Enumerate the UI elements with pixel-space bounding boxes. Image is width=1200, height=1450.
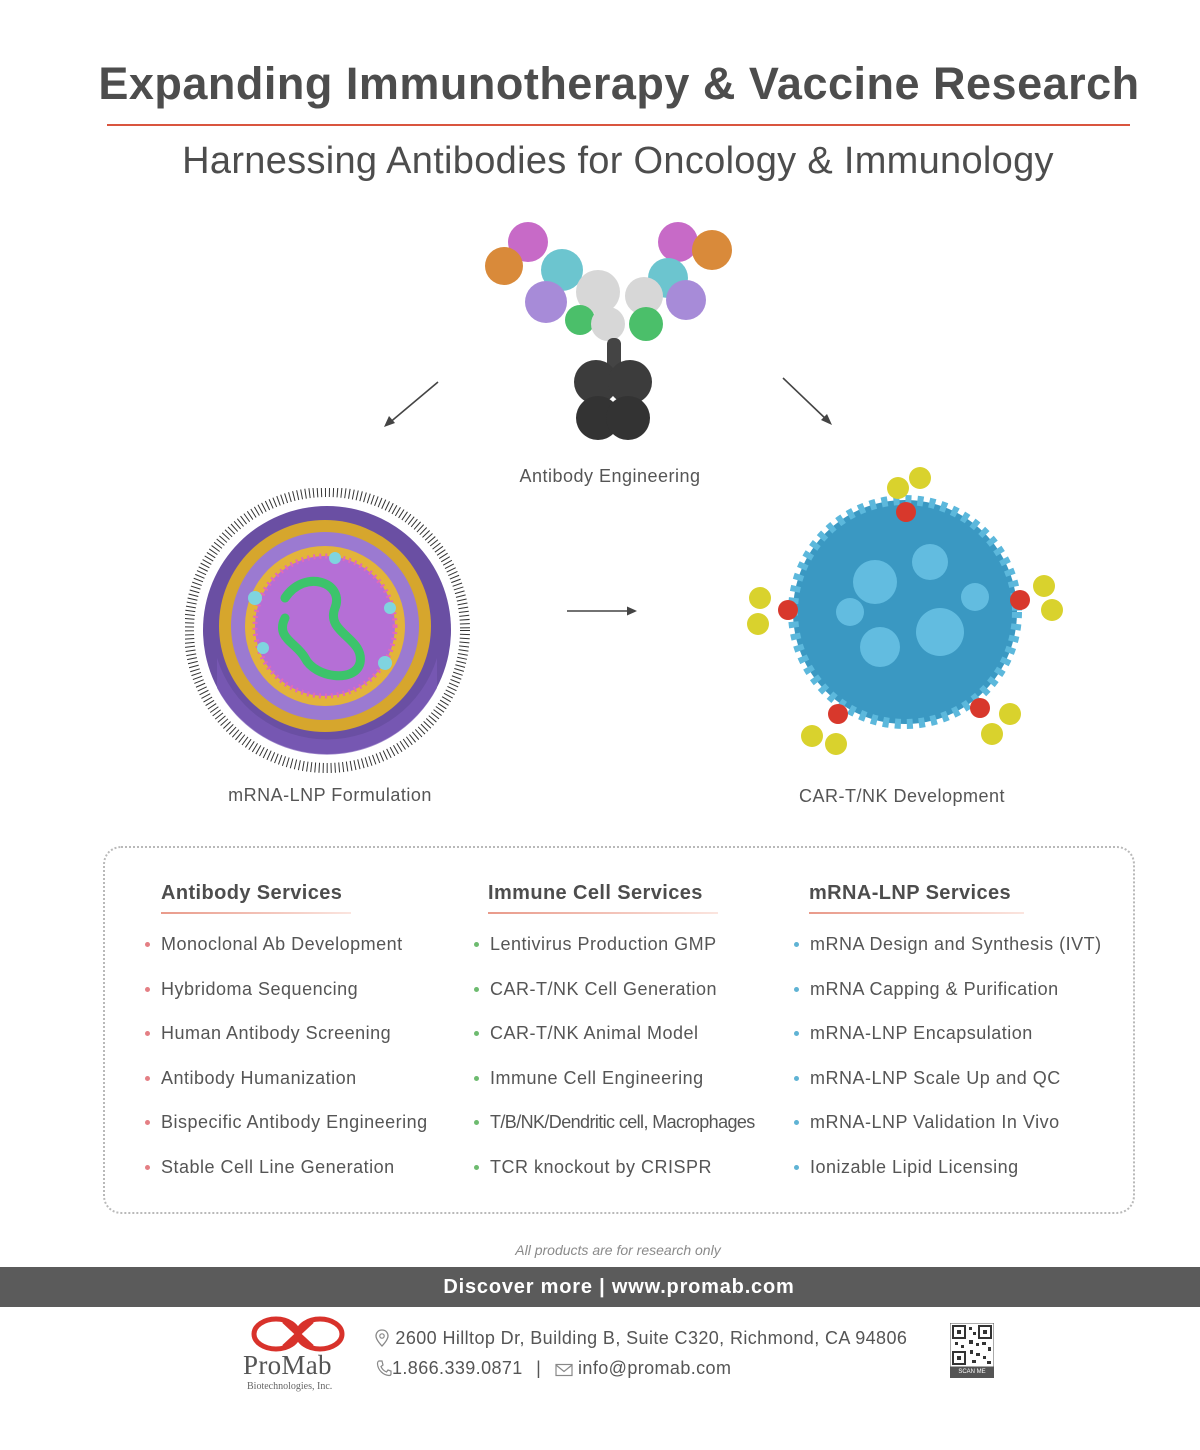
mrna-lnp-services-column: [794, 882, 1102, 1200]
antibody-stem: [574, 338, 652, 440]
address-line: [374, 1328, 907, 1349]
envelope-icon: [555, 1363, 573, 1377]
phone-number[interactable]: 1.866.339.0871: [392, 1358, 523, 1378]
promab-logo-icon: [250, 1315, 346, 1353]
qr-caption: SCAN ME: [950, 1367, 994, 1378]
arrow-icon: [380, 378, 444, 430]
list-item: mRNA-LNP Scale Up and QC: [794, 1067, 1102, 1112]
antibody-illustration: [480, 220, 740, 450]
list-item: Hybridoma Sequencing: [145, 978, 428, 1023]
antibody-right-arm: [625, 222, 732, 341]
page-title: Expanding Immunotherapy & Vaccine Research: [98, 58, 1140, 109]
column-title: mRNA-LNP Services: [809, 882, 1012, 904]
list-item: Human Antibody Screening: [145, 1022, 428, 1067]
antibody-left-arm: [485, 222, 625, 341]
car-receptor-bottom-left: [801, 704, 848, 755]
arrow-icon: [565, 603, 639, 619]
address-text: 2600 Hilltop Dr, Building B, Suite C320, Richmond, CA 94806: [395, 1328, 908, 1348]
list-item: Monoclonal Ab Development: [145, 933, 428, 978]
list-item: Ionizable Lipid Licensing: [794, 1156, 1102, 1201]
column-title: Antibody Services: [161, 882, 343, 904]
title-divider: [107, 124, 1130, 126]
car-receptor-bottom-right: [970, 698, 1021, 745]
list-item: Bispecific Antibody Engineering: [145, 1111, 428, 1156]
column-title: Immune Cell Services: [488, 882, 703, 904]
list-item: mRNA Capping & Purification: [794, 978, 1102, 1023]
list-item: T/B/NK/Dendritic cell, Macrophages: [474, 1111, 755, 1156]
antibody-services-column: [145, 882, 428, 1200]
list-item: Immune Cell Engineering: [474, 1067, 755, 1112]
discover-more-link[interactable]: Discover more | www.promab.com: [0, 1267, 1200, 1307]
contact-separator: |: [536, 1358, 542, 1378]
column-divider: [809, 912, 1024, 914]
lnp-formulation-label: mRNA-LNP Formulation: [228, 785, 432, 805]
location-pin-icon: [374, 1329, 390, 1347]
car-t-cell-illustration: [740, 462, 1070, 762]
arrow-icon: [780, 375, 836, 429]
brand-name: ProMab: [243, 1350, 332, 1380]
column-divider: [161, 912, 351, 914]
column-divider: [488, 912, 718, 914]
email-link[interactable]: info@promab.com: [578, 1358, 732, 1378]
page-subtitle: Harnessing Antibodies for Oncology & Immunology: [182, 140, 1054, 182]
qr-code-icon[interactable]: [950, 1323, 994, 1367]
list-item: Antibody Humanization: [145, 1067, 428, 1112]
list-item: Stable Cell Line Generation: [145, 1156, 428, 1201]
car-t-development-label: CAR-T/NK Development: [798, 786, 1006, 806]
brand-subtitle: Biotechnologies, Inc.: [247, 1381, 333, 1392]
list-item: mRNA-LNP Validation In Vivo: [794, 1111, 1102, 1156]
antibody-engineering-label: Antibody Engineering: [519, 466, 701, 486]
list-item: TCR knockout by CRISPR: [474, 1156, 755, 1201]
list-item: mRNA Design and Synthesis (IVT): [794, 933, 1102, 978]
list-item: mRNA-LNP Encapsulation: [794, 1022, 1102, 1067]
immune-cell-services-column: [474, 882, 755, 1200]
research-disclaimer: All products are for research only: [515, 1242, 721, 1258]
list-item: CAR-T/NK Cell Generation: [474, 978, 755, 1023]
phone-icon: [376, 1359, 392, 1377]
contact-line: [376, 1358, 731, 1379]
list-item: CAR-T/NK Animal Model: [474, 1022, 755, 1067]
lnp-illustration: [185, 488, 470, 773]
list-item: Lentivirus Production GMP: [474, 933, 755, 978]
